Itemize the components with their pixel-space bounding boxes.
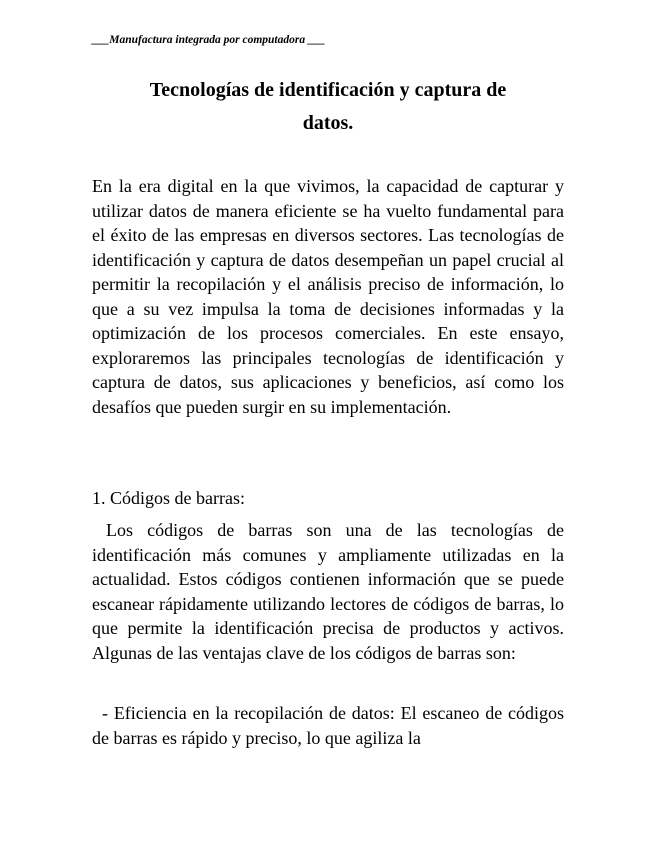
title-line-2: datos. — [302, 112, 354, 134]
section-heading-barcodes: 1. Códigos de barras: — [92, 488, 245, 508]
document-title — [92, 74, 564, 140]
barcodes-bullet-efficiency: - Eficiencia en la recopilación de datos: El escaneo de códigos de barras es rápido y preciso, lo que agiliza la — [92, 703, 564, 748]
barcodes-paragraph: Los códigos de barras son una de las tecnologías de identificación más comunes y ampliamente utilizadas en la actualidad. Estos códigos contienen información que se puede escanear rápidamente utilizando lectores de códigos de barras, lo que permite la identificación precisa de productos y activos. Algunas de las ventajas clave de los códigos de barras son: — [92, 520, 564, 663]
running-header: ___Manufactura integrada por computadora ___ — [92, 34, 326, 46]
title-line-1: Tecnologías de identificación y captura de — [149, 79, 507, 101]
intro-paragraph: En la era digital en la que vivimos, la capacidad de capturar y utilizar datos de manera eficiente se ha vuelto fundamental para el éxito de las empresas en diversos sectores. Las tecnologías de identificación y captura de datos desempeñan un papel crucial al permitir la recopilación y el análisis preciso de información, lo que a su vez impulsa la toma de decisiones informadas y la optimización de los procesos comerciales. En este ensayo, exploraremos las principales tecnologías de identificación y captura de datos, sus aplicaciones y beneficios, así como los desafíos que pueden surgir en su implementación. — [92, 176, 564, 417]
